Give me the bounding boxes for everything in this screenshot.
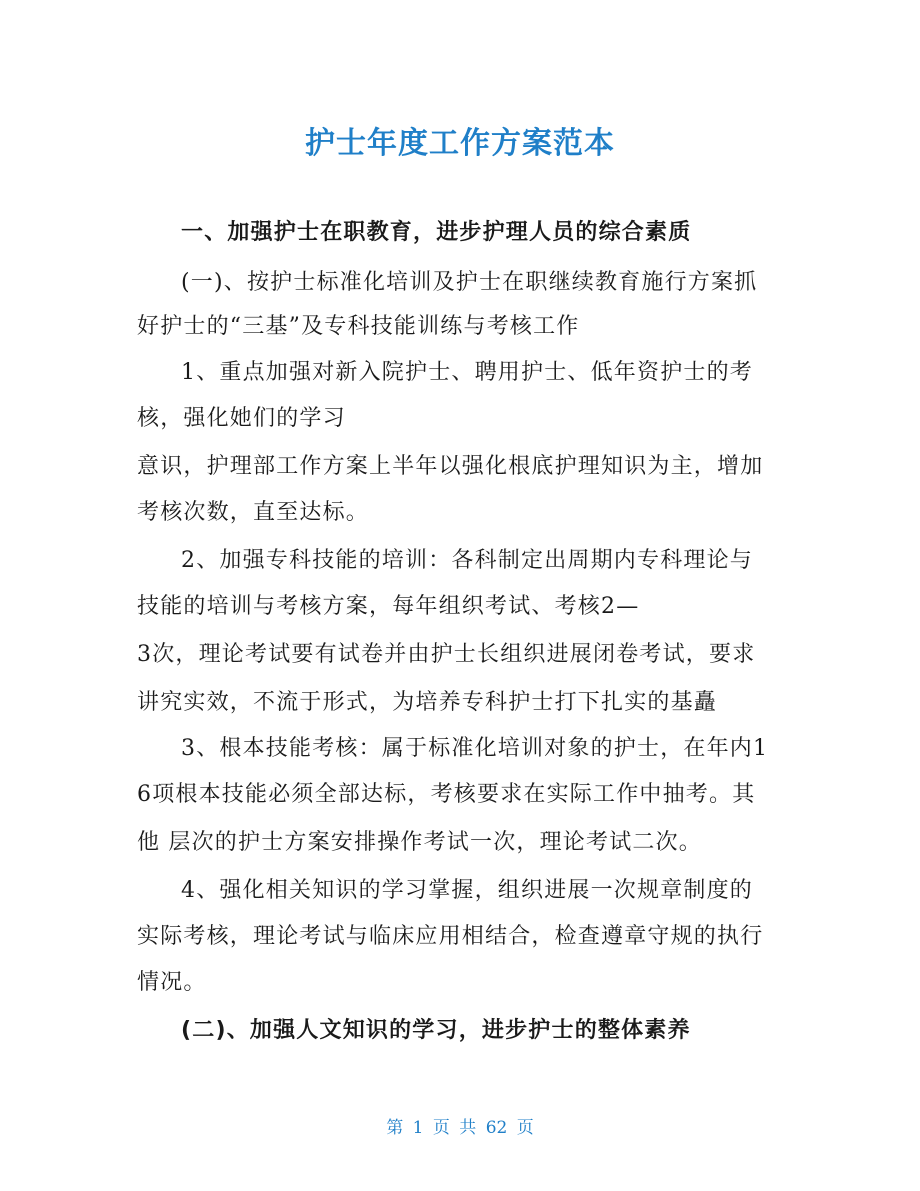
body-line: 3、根本技能考核：属于标准化培训对象的护士，在年内1 bbox=[181, 736, 769, 761]
body-line: 2、加强专科技能的培训：各科制定出周期内专科理论与 bbox=[181, 548, 753, 573]
body-line: 情况。 bbox=[137, 970, 207, 995]
page-number-footer: 第 1 页 共 62 页 bbox=[386, 1118, 534, 1138]
body-line: 意识，护理部工作方案上半年以强化根底护理知识为主，增加 bbox=[137, 454, 764, 479]
body-line: 好护士的“三基”及专科技能训练与考核工作 bbox=[137, 314, 580, 339]
document-title: 护士年度工作方案范本 bbox=[305, 126, 615, 161]
body-line: 实际考核，理论考试与临床应用相结合，检查遵章守规的执行 bbox=[137, 924, 764, 949]
body-line: 3次，理论考试要有试卷并由护士长组织进展闭卷考试，要求 bbox=[137, 642, 756, 667]
body-line: 核，强化她们的学习 bbox=[137, 406, 346, 431]
body-line: 考核次数，直至达标。 bbox=[137, 500, 370, 525]
section-heading-2: (二)、加强人文知识的学习，进步护士的整体素养 bbox=[181, 1018, 691, 1043]
body-line: 6项根本技能必须全部达标，考核要求在实际工作中抽考。其 bbox=[137, 782, 756, 807]
body-line: 1、重点加强对新入院护士、聘用护士、低年资护士的考 bbox=[181, 360, 753, 385]
body-line: 他 层次的护士方案安排操作考试一次，理论考试二次。 bbox=[137, 830, 702, 855]
section-heading-1: 一、加强护士在职教育，进步护理人员的综合素质 bbox=[181, 220, 692, 245]
body-line: 4、强化相关知识的学习掌握，组织进展一次规章制度的 bbox=[181, 878, 753, 903]
body-line: (一)、按护士标准化培训及护士在职继续教育施行方案抓 bbox=[181, 270, 758, 295]
body-line: 讲究实效，不流于形式，为培养专科护士打下扎实的基矗 bbox=[137, 690, 718, 715]
body-line: 技能的培训与考核方案，每年组织考试、考核2— bbox=[137, 594, 640, 619]
